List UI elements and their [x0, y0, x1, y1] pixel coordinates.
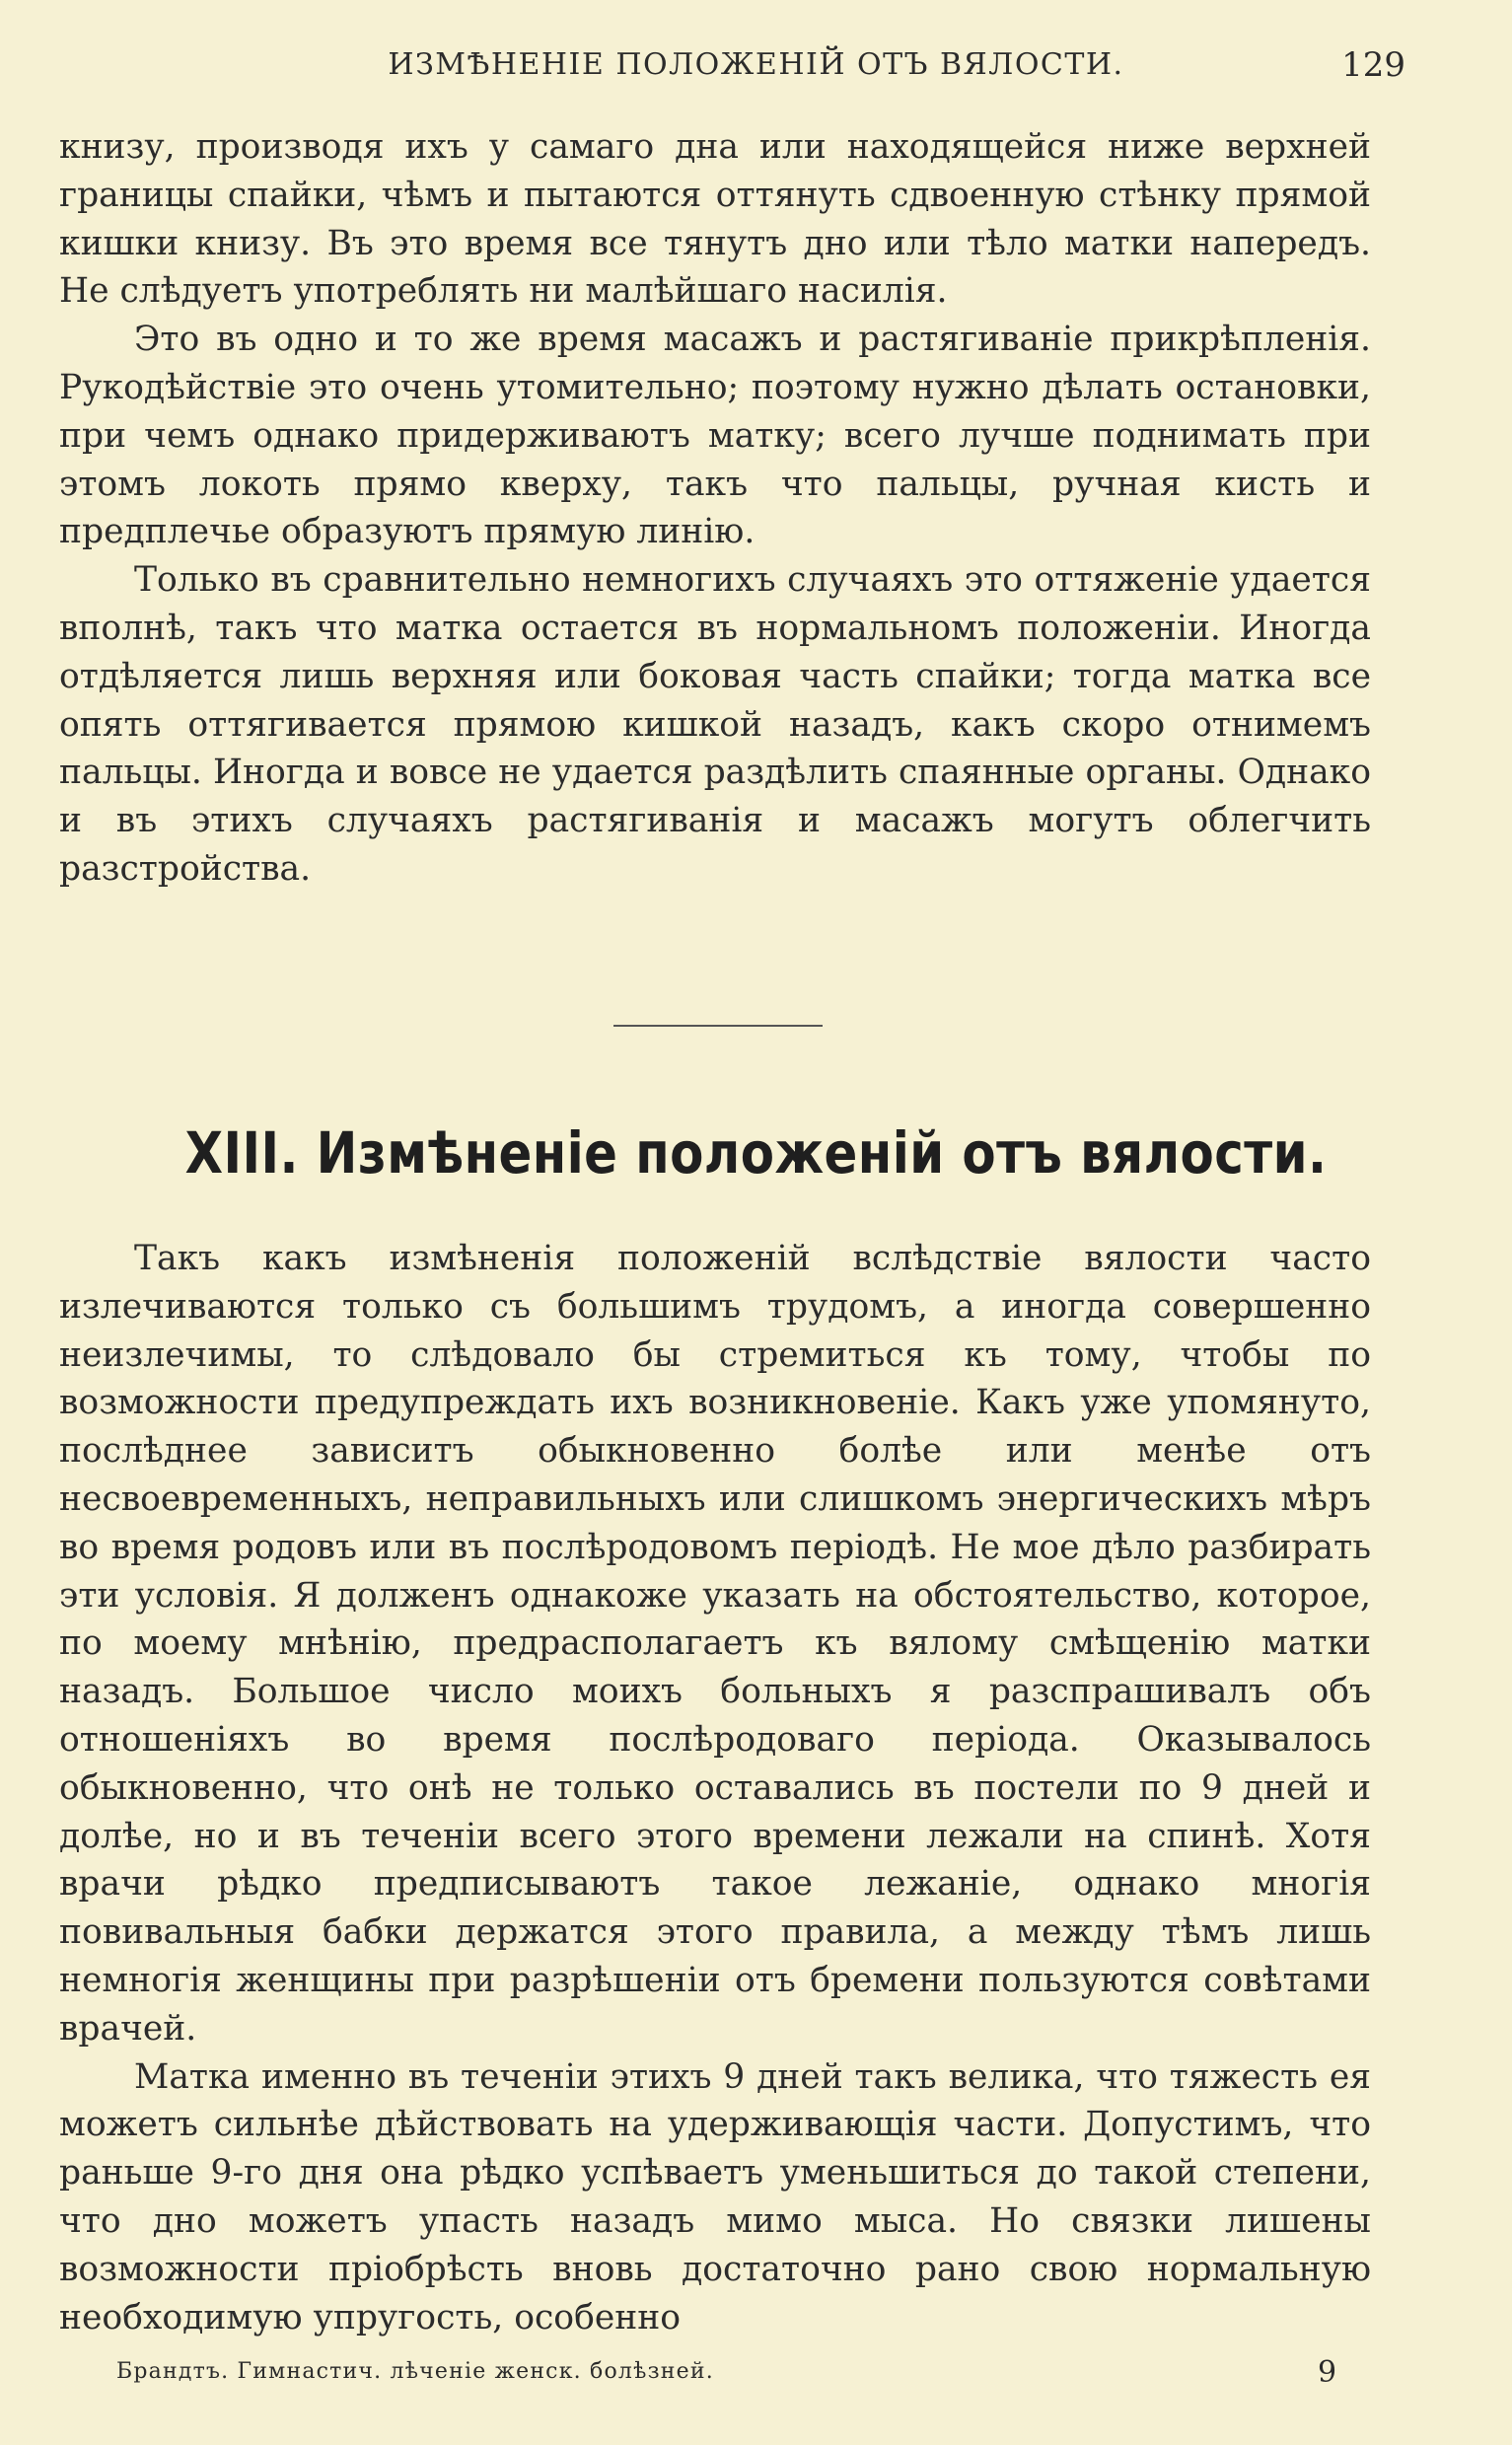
paragraph: Это въ одно и то же время масажъ и растягиваніе прикрѣпленія. Рукодѣйствіе это очень утомительно; поэтому нужно дѣлать остановки, при чемъ однако придерживаютъ матку; всего лучше поднимать при этомъ локоть прямо кверху, такъ что пальцы, ручная кисть и предплечье образуютъ прямую линію. — [59, 320, 1371, 552]
page-footer — [116, 2355, 1512, 2395]
paragraph: Матка именно въ теченіи этихъ 9 дней такъ велика, что тяжесть ея можетъ сильнѣе дѣйствовать на удерживающія части. Допустимъ, что раньше 9-го дня она рѣдко успѣваетъ уменьшиться до такой степени, что дно можетъ упасть назадъ мимо мыса. Но связки лишены возможности пріобрѣсть вновь достаточно рано свою нормальную необходимую упругость, особенно — [59, 2056, 1371, 2337]
footer-citation: Брандтъ. Гимнастич. лѣченіе женск. болѣзней. — [116, 2359, 714, 2384]
paragraph: книзу, производя ихъ у самаго дна или находящейся ниже верхней границы спайки, чѣмъ и пытаются оттянуть сдвоенную стѣнку прямой кишки книзу. Въ это время все тянутъ дно или тѣло матки напередъ. Не слѣдуетъ употреблять ни малѣйшаго насилія. — [59, 127, 1371, 312]
upper-text-block — [59, 123, 1371, 894]
section-divider — [613, 1025, 823, 1027]
signature-mark: 9 — [1318, 2355, 1337, 2390]
running-head — [59, 47, 1453, 87]
running-title: ИЗМѢНЕНІЕ ПОЛОЖЕНІЙ ОТЪ ВЯЛОСТИ. — [388, 47, 1124, 82]
paragraph: Такъ какъ измѣненія положеній вслѣдствіе вялости часто излечиваются только съ большимъ трудомъ, а иногда совершенно неизлечимы, то слѣдовало бы стремиться къ тому, чтобы по возможности предупреждать ихъ возникновеніе. Какъ уже упомянуто, послѣднее зависитъ обыкновенно болѣе или менѣе отъ несвоевременныхъ, неправильныхъ или слишкомъ энергическихъ мѣръ во время родовъ или въ послѣродовомъ періодѣ. Не мое дѣло разбирать эти условія. Я долженъ однакоже указать на обстоятельство, которое, по моему мнѣнію, предрасполагаетъ къ вялому смѣщенію матки назадъ. Большое число моихъ больныхъ я разспрашивалъ объ отношеніяхъ во время послѣродоваго періода. Оказывалось обыкновенно, что онѣ не только оставались въ постели по 9 дней и долѣе, но и въ теченіи всего этого времени лежали на спинѣ. Хотя врачи рѣдко предписываютъ такое лежаніе, однако многія повивальныя бабки держатся этого правила, а между тѣмъ лишь немногія женщины при разрѣшеніи отъ бремени пользуются совѣтами врачей. — [59, 1239, 1371, 2049]
chapter-heading: XIII. Измѣненіе положеній отъ вялости. — [184, 1119, 1328, 1187]
page-number: 129 — [1341, 45, 1405, 85]
lower-text-block — [59, 1235, 1371, 2341]
paragraph: Только въ сравнительно немногихъ случаяхъ это оттяженіе удается вполнѣ, такъ что матка остается въ нормальномъ положеніи. Иногда отдѣляется лишь верхняя или боковая часть спайки; тогда матка все опять оттягивается прямою кишкой назадъ, какъ скоро отнимемъ пальцы. Иногда и вовсе не удается раздѣлить спаянные органы. Однако и въ этихъ случаяхъ растягиванія и масажъ могутъ облегчить разстройства. — [59, 560, 1371, 889]
